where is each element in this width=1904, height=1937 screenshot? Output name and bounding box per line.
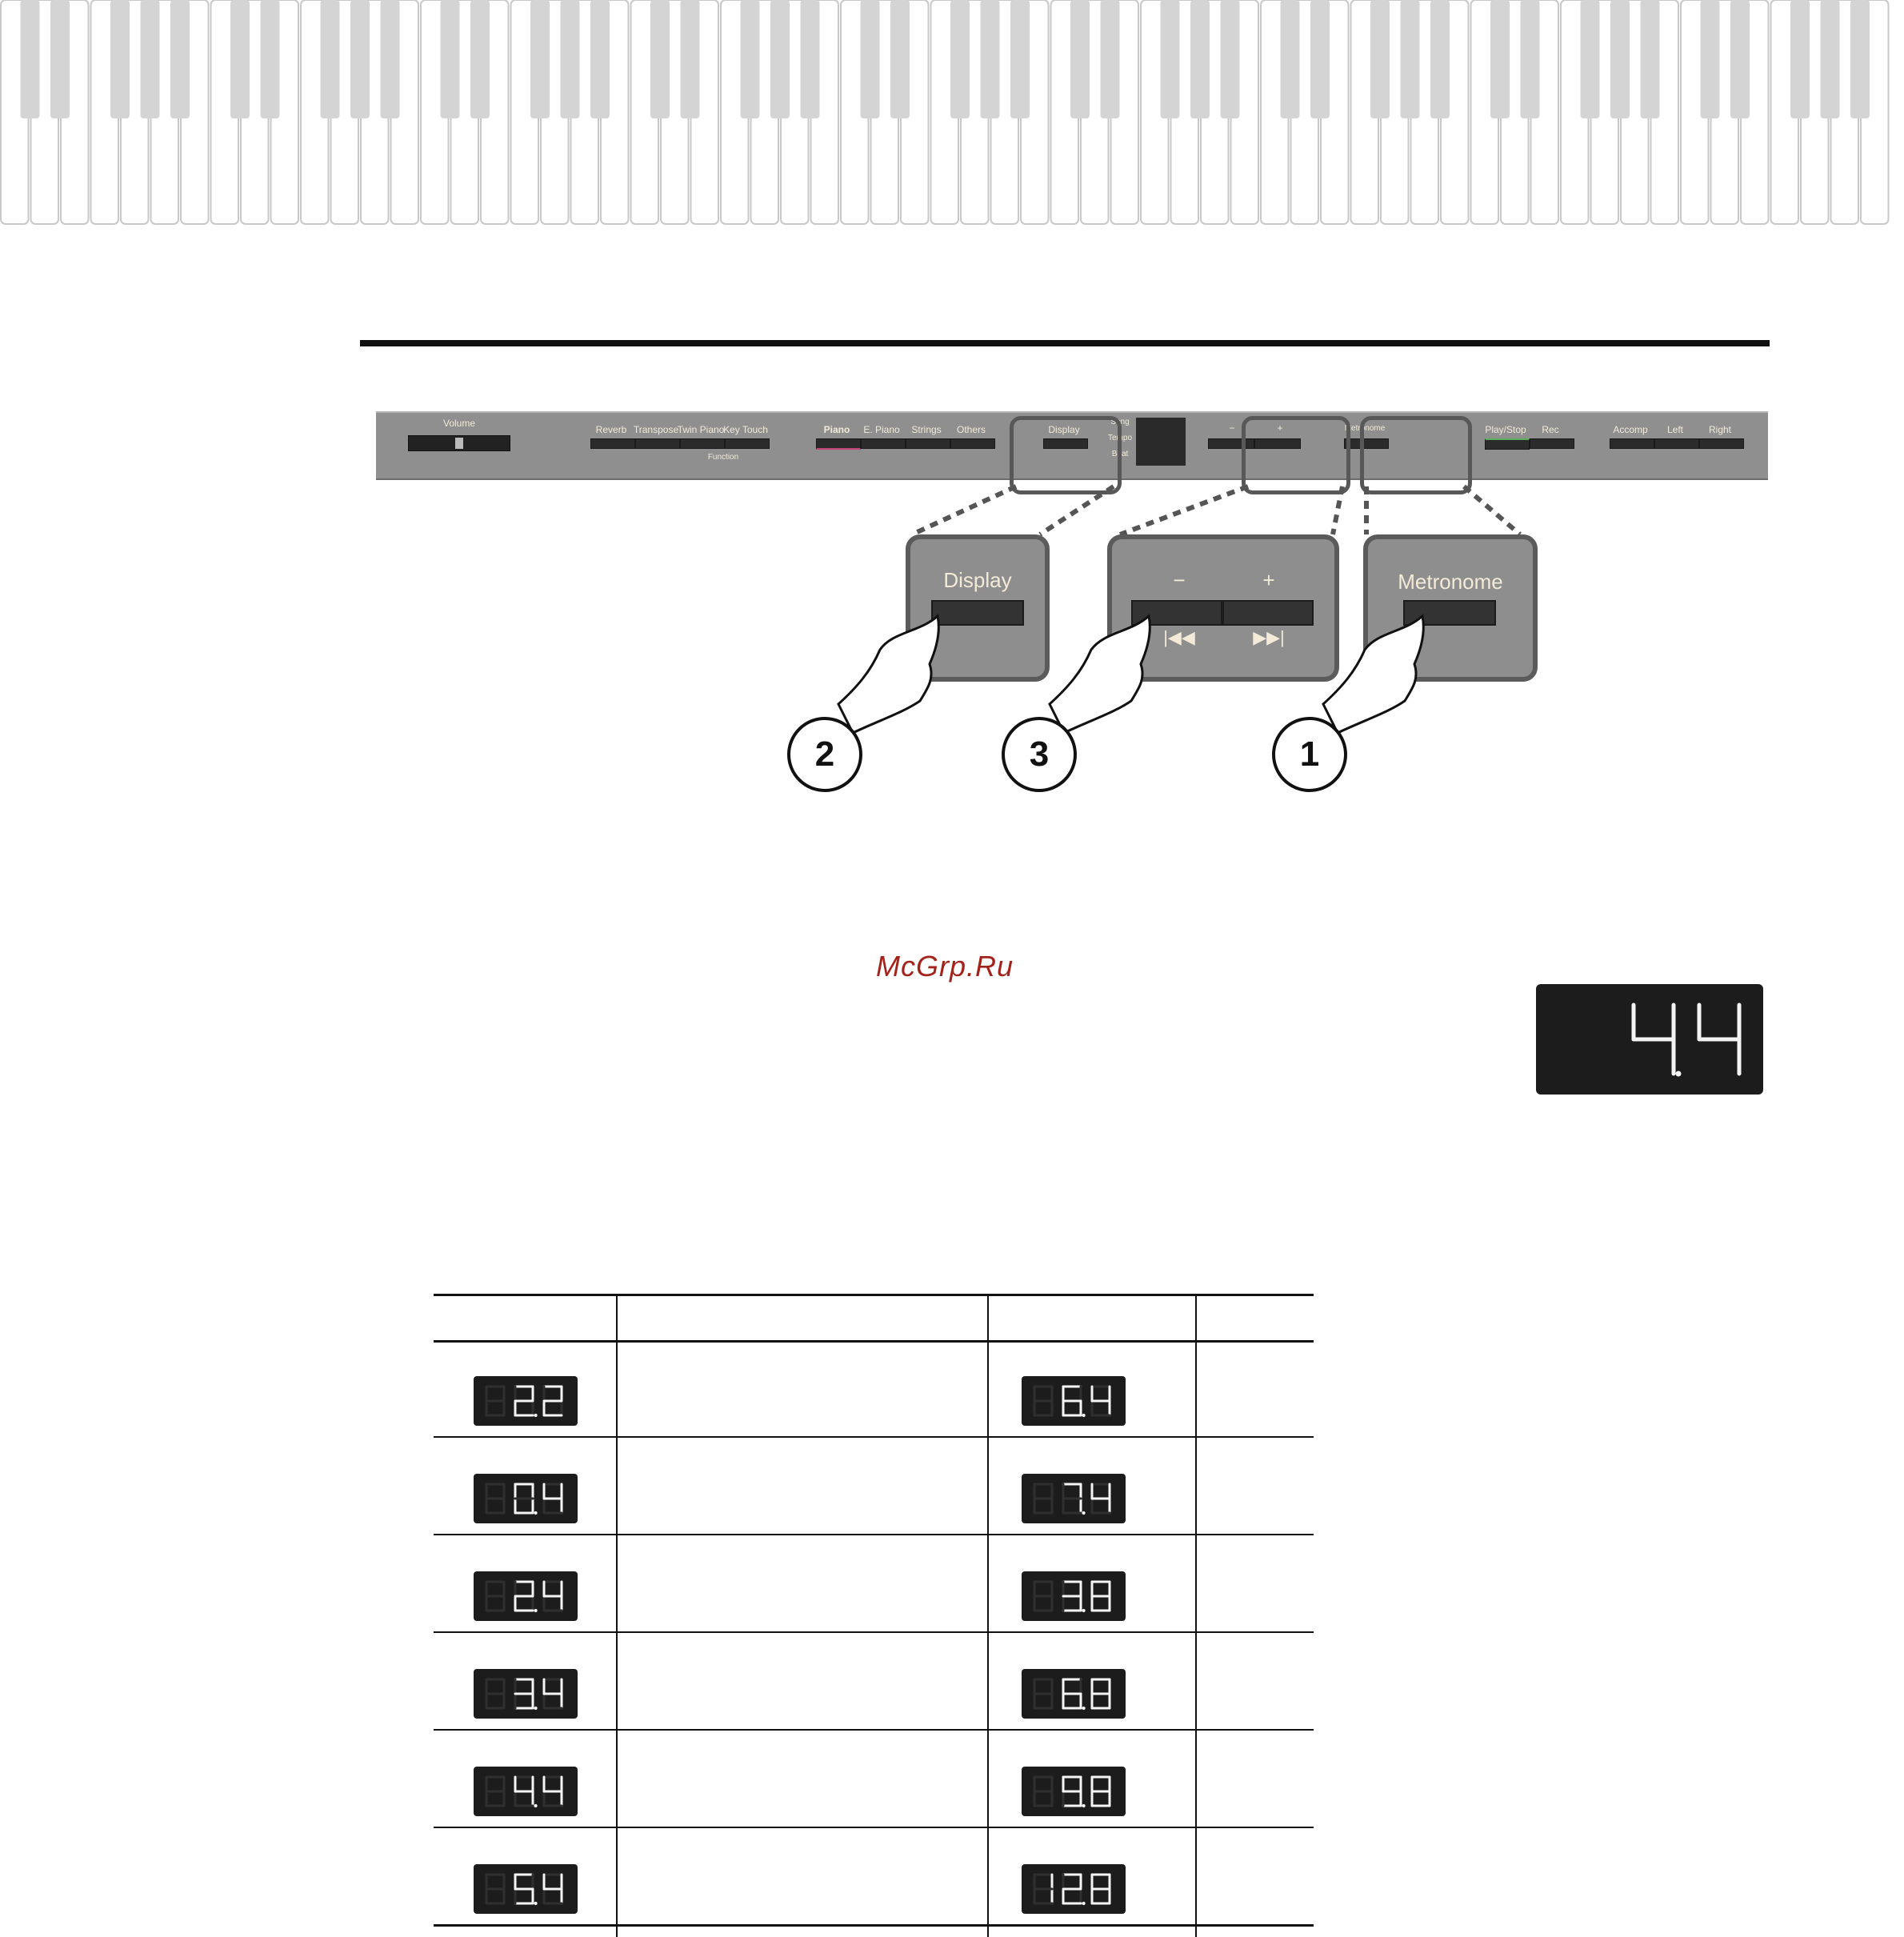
metronome-label: Metronome <box>1344 424 1386 433</box>
right-label: Right <box>1708 424 1732 435</box>
key-touch-label: Key Touch <box>723 424 768 435</box>
display-label: Display <box>1048 424 1080 435</box>
table-row-rule <box>434 1534 1314 1535</box>
lcd-digits <box>474 1474 578 1523</box>
right-beat-lcd <box>1022 1669 1126 1719</box>
decimal-point <box>534 1804 538 1807</box>
tempo-indicator: Tempo <box>1107 434 1133 442</box>
left-label: Left <box>1666 424 1684 435</box>
decimal-point <box>534 1609 538 1612</box>
lcd-digits <box>474 1571 578 1621</box>
lcd-digits <box>474 1767 578 1816</box>
beat-indicator: Beat <box>1111 450 1129 458</box>
left-beat-lcd <box>474 1669 578 1719</box>
lcd-digits <box>474 1376 578 1426</box>
beat-readout-display <box>1536 984 1763 1095</box>
decimal-point <box>1082 1414 1086 1417</box>
right-beat-lcd <box>1022 1864 1126 1914</box>
volume-label: Volume <box>442 418 476 429</box>
right-beat-lcd <box>1022 1474 1126 1523</box>
plus-callout-label: + <box>1262 568 1275 592</box>
decimal-point <box>534 1902 538 1905</box>
metronome-callout-label: Metronome <box>1398 570 1503 594</box>
reverb-label: Reverb <box>595 424 627 435</box>
right-beat-lcd <box>1022 1767 1126 1816</box>
left-beat-lcd <box>474 1767 578 1816</box>
hand-icon-display <box>838 616 938 733</box>
lcd-digits <box>1022 1571 1126 1621</box>
decimal-point <box>1082 1804 1086 1807</box>
lcd-digits <box>474 1864 578 1914</box>
play-stop-label: Play/Stop <box>1485 424 1526 435</box>
lcd-digits <box>1022 1864 1126 1914</box>
lcd-digits <box>474 1669 578 1719</box>
step-1-badge: 1 <box>1272 717 1347 792</box>
right-beat-lcd <box>1022 1376 1126 1426</box>
left-beat-lcd <box>474 1864 578 1914</box>
table-row-rule <box>434 1924 1314 1927</box>
step-2-badge: 2 <box>787 717 862 792</box>
lcd-digits <box>1022 1474 1126 1523</box>
panel-plus-label: + <box>1277 422 1283 434</box>
decimal-point <box>1082 1609 1086 1612</box>
table-col-divider-1 <box>616 1294 618 1937</box>
table-row-rule <box>434 1436 1314 1438</box>
strings-label: Strings <box>911 424 942 435</box>
decimal-point <box>1676 1071 1682 1077</box>
song-indicator: Song <box>1110 418 1130 426</box>
decimal-point <box>534 1511 538 1515</box>
table-header-rule <box>434 1340 1314 1343</box>
hands <box>0 0 1904 800</box>
watermark: McGrp.Ru <box>876 950 1014 983</box>
piano-label: Piano <box>823 424 850 435</box>
left-beat-lcd <box>474 1474 578 1523</box>
table-col-divider-2 <box>987 1294 989 1937</box>
beat-table <box>434 1294 1314 1937</box>
decimal-point <box>1082 1707 1086 1710</box>
hand-icon-metronome <box>1323 616 1423 733</box>
step-3-badge: 3 <box>1002 717 1077 792</box>
lcd-digits <box>1022 1669 1126 1719</box>
beat-readout-digits <box>1536 984 1763 1095</box>
table-row-rule <box>434 1729 1314 1731</box>
minus-callout-label: − <box>1173 568 1186 592</box>
transpose-label: Transpose <box>633 424 679 435</box>
rec-label: Rec <box>1542 424 1559 435</box>
display-callout-label: Display <box>943 568 1012 592</box>
panel-minus-label: − <box>1229 422 1235 434</box>
decimal-point <box>1082 1902 1086 1905</box>
accomp-label: Accomp <box>1613 424 1648 435</box>
left-beat-lcd <box>474 1571 578 1621</box>
twin-piano-label: Twin Piano <box>677 424 725 435</box>
table-col-divider-3 <box>1195 1294 1197 1937</box>
left-beat-lcd <box>474 1376 578 1426</box>
function-label: Function <box>707 453 739 462</box>
hand-icon-minus <box>1050 616 1150 733</box>
table-row-rule <box>434 1827 1314 1828</box>
lcd-digits <box>1022 1376 1126 1426</box>
lcd-digits <box>1022 1767 1126 1816</box>
table-top-rule <box>434 1294 1314 1296</box>
decimal-point <box>534 1414 538 1417</box>
previous-icon: |◀◀ <box>1163 627 1195 647</box>
right-beat-lcd <box>1022 1571 1126 1621</box>
table-row-rule <box>434 1631 1314 1633</box>
others-label: Others <box>956 424 986 435</box>
e-piano-label: E. Piano <box>863 424 900 435</box>
decimal-point <box>534 1707 538 1710</box>
decimal-point <box>1082 1511 1086 1515</box>
next-icon: ▶▶| <box>1253 627 1285 647</box>
